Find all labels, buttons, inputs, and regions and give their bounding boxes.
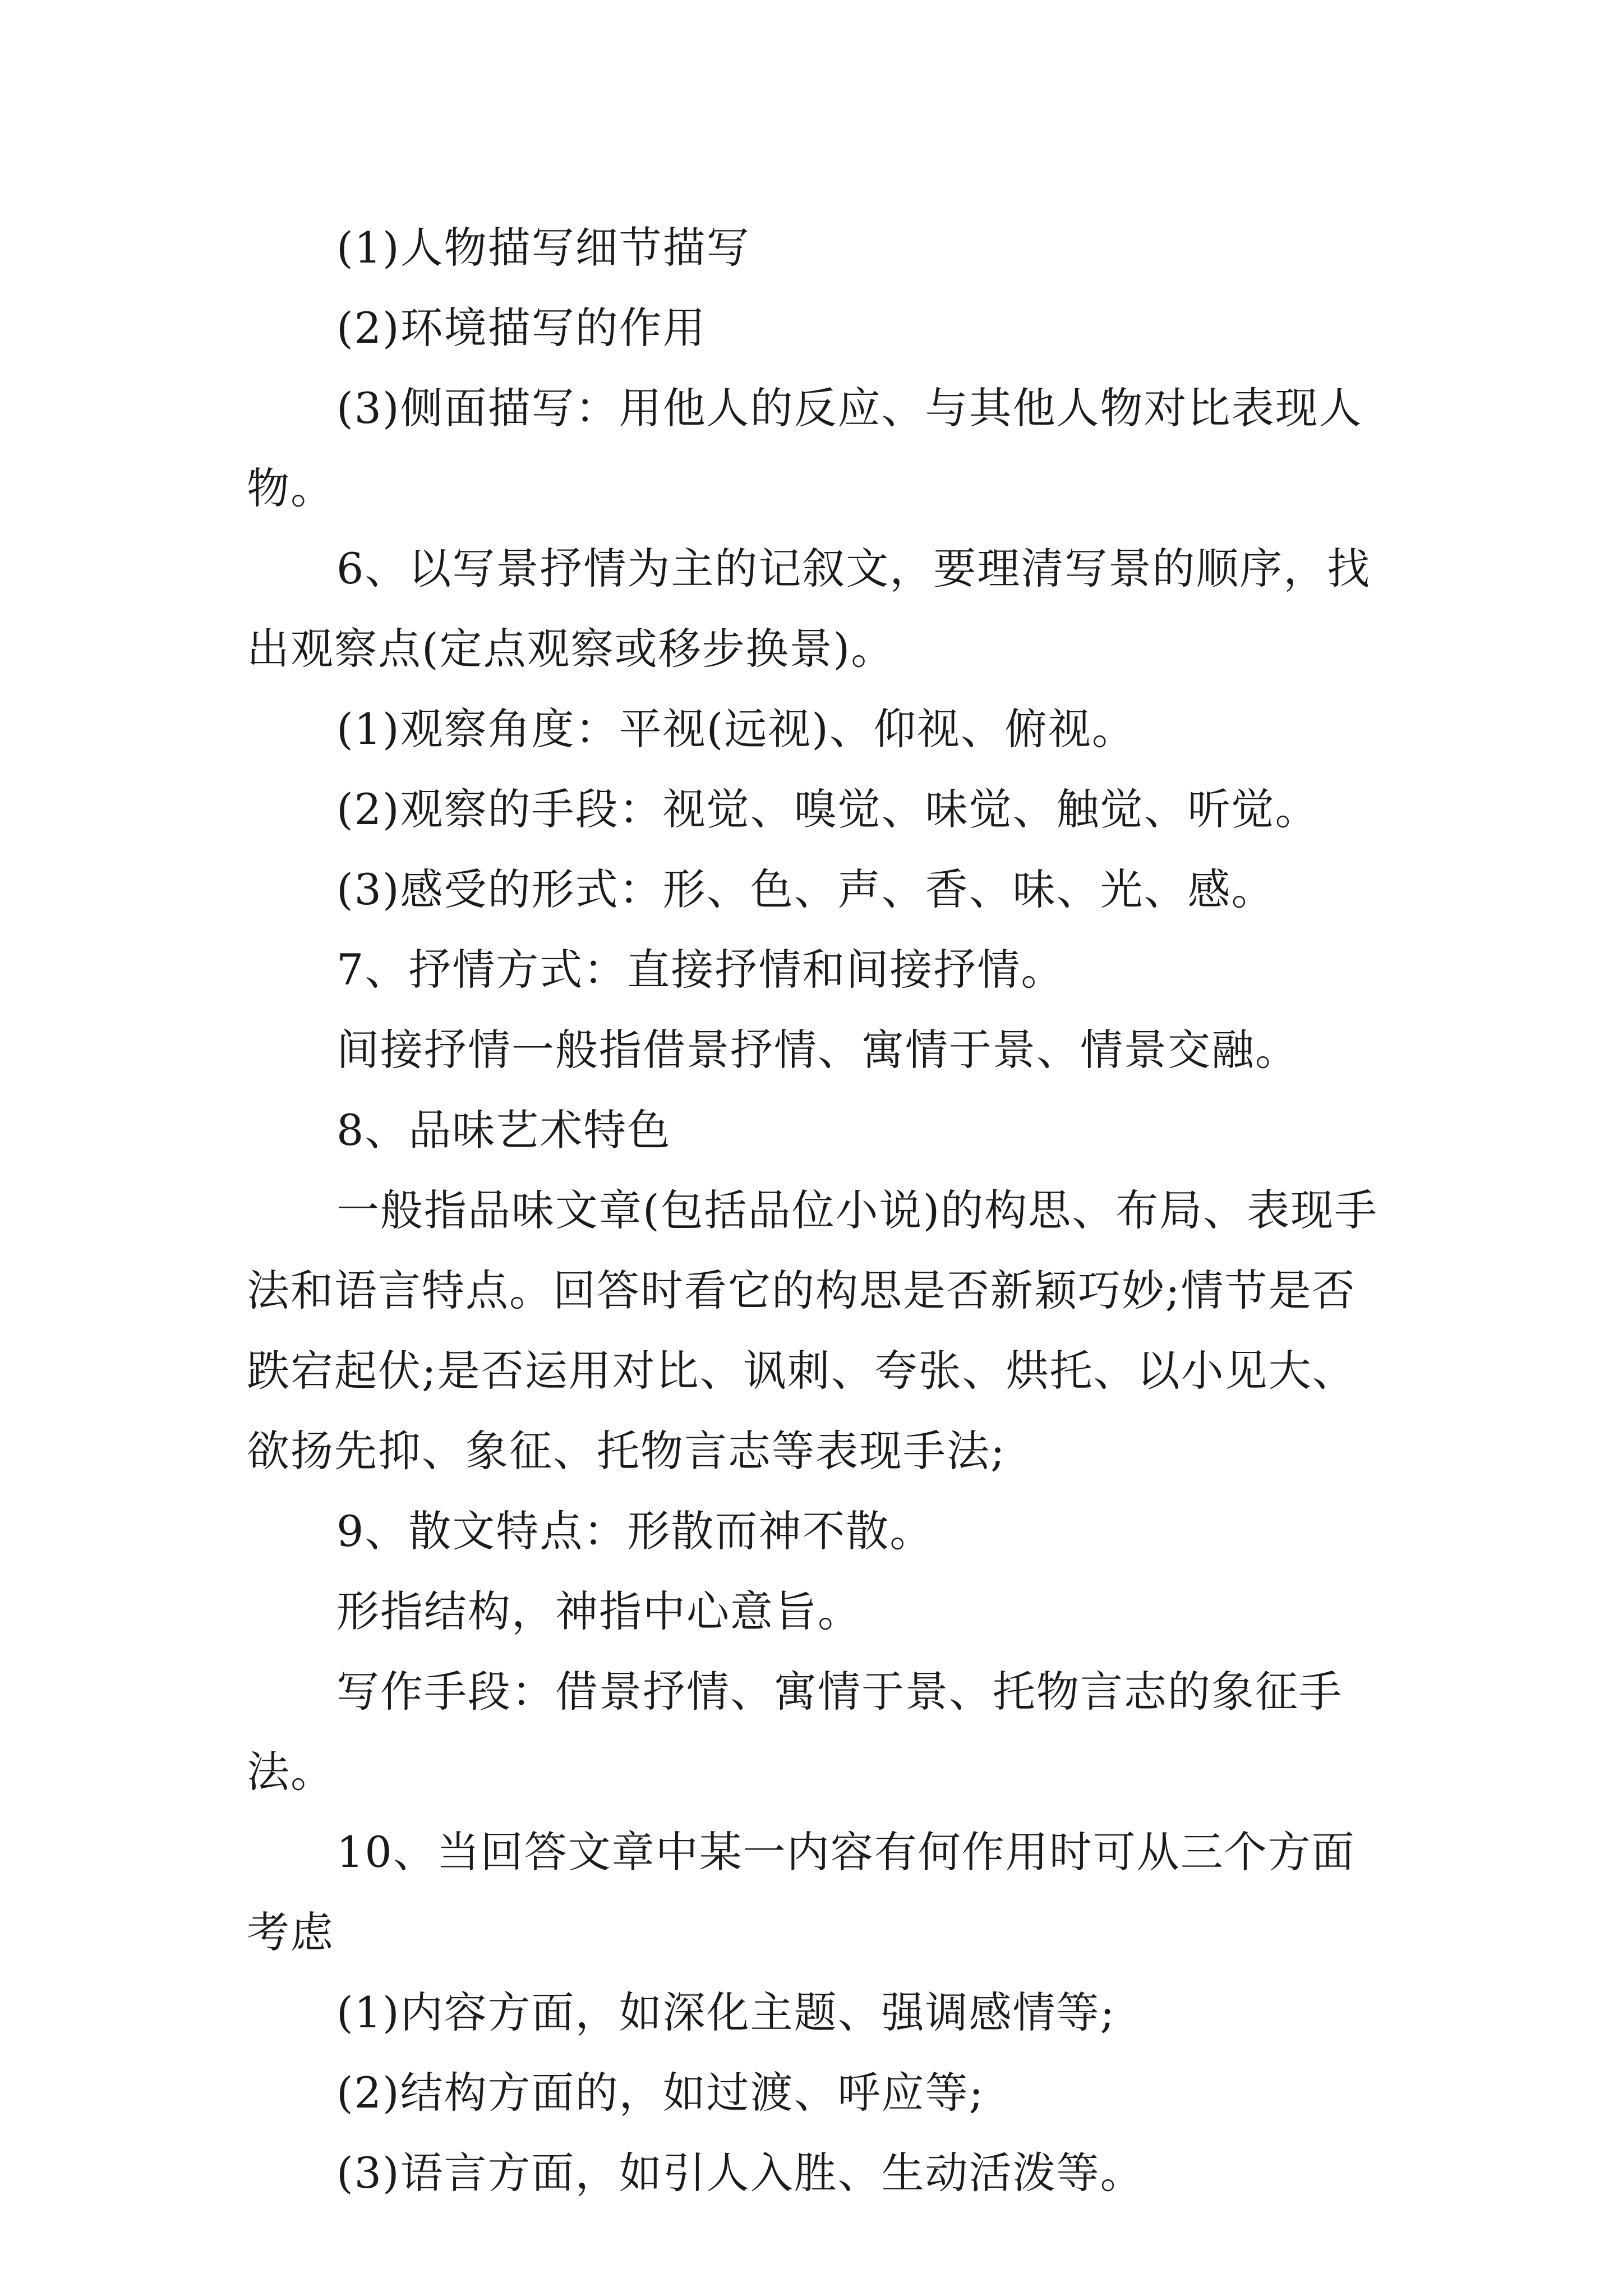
- paragraph: (3)语言方面，如引人入胜、生动活泼等。: [336, 2148, 1144, 2198]
- paragraph: 间接抒情一般指借景抒情、寓情于景、情景交融。: [336, 1025, 1299, 1075]
- document-body: [247, 208, 1382, 2213]
- paragraph: (2)结构方面的，如过渡、呼应等;: [336, 2068, 985, 2118]
- paragraph: (2)观察的手段：视觉、嗅觉、味觉、触觉、听觉。: [336, 784, 1319, 834]
- paragraph: (3)侧面描写：用他人的反应、与其他人物对比表现人物。: [247, 383, 1363, 513]
- paragraph: 写作手段：借景抒情、寓情于景、托物言志的象征手法。: [247, 1667, 1343, 1797]
- paragraph: (1)内容方面，如深化主题、强调感情等;: [336, 1987, 1116, 2037]
- paragraph: 一般指品味文章(包括品位小说)的构思、布局、表现手法和语言特点。回答时看它的构思是否新颖巧妙;情节是否跌宕起伏;是否运用对比、讽刺、夸张、烘托、以小见大、欲扬先抑、象征、托物言志等表现手法;: [247, 1185, 1378, 1476]
- paragraph: 10、当回答文章中某一内容有何作用时可从三个方面考虑: [247, 1827, 1355, 1957]
- paragraph: 8、品味艺术特色: [336, 1105, 671, 1155]
- paragraph: 形指结构，神指中心意旨。: [336, 1586, 861, 1636]
- paragraph: 7、抒情方式：直接抒情和间接抒情。: [336, 945, 1065, 995]
- paragraph: 9、散文特点：形散而神不散。: [336, 1506, 934, 1556]
- paragraph: (1)人物描写细节描写: [336, 223, 750, 273]
- paragraph: 6、以写景抒情为主的记叙文，要理清写景的顺序，找出观察点(定点观察或移步换景)。: [247, 544, 1371, 674]
- paragraph: (1)观察角度：平视(远视)、仰视、俯视。: [336, 704, 1136, 754]
- paragraph: (2)环境描写的作用: [336, 303, 707, 353]
- paragraph: (3)感受的形式：形、色、声、香、味、光、感。: [336, 864, 1275, 914]
